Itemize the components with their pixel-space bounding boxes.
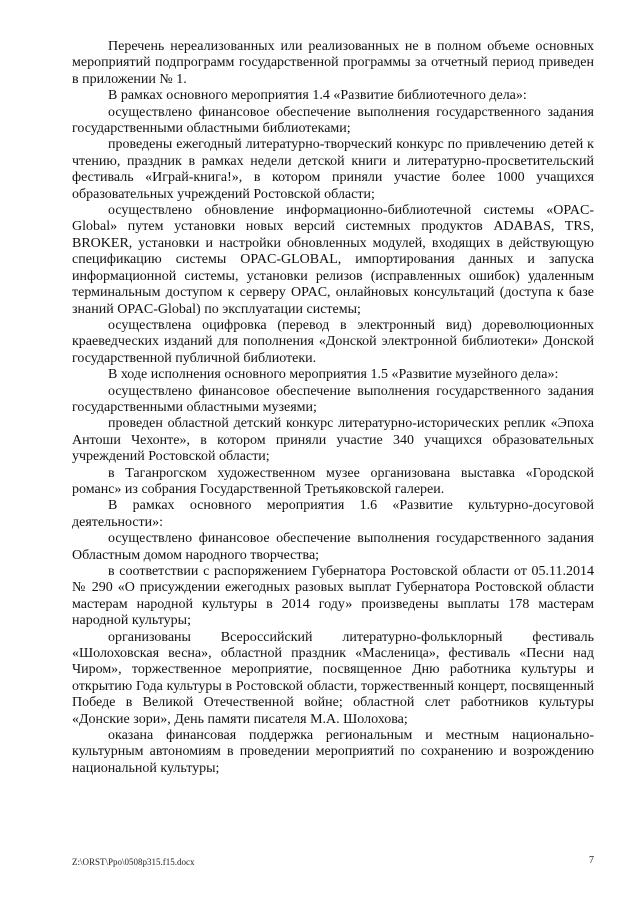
paragraph: осуществлено обновление информационно-библиотечной системы «OPAC-Global» путем установки новых версий системных продуктов ADABAS, TRS, BROKER, установки и настройки обновленных модулей, входящих в действующую спецификацию системы OPAC-GLOBAL, импортирования данных и запуска информационной системы, установки релизов (исправленных ошибок) удаленным терминальным доступом к серверу OPAC, онлайновых консультаций (доступа к базе знаний OPAC-Global) по эксплуатации системы; — [72, 203, 594, 317]
paragraph: В ходе исполнения основного мероприятия 1.5 «Развитие музейного дела»: — [108, 367, 559, 383]
paragraph: проведен областной детский конкурс литературно-исторических реплик «Эпоха Антоши Чехонте», в котором приняли участие 340 учащихся образовательных учреждений Ростовской области; — [72, 416, 594, 465]
paragraph: осуществлено финансовое обеспечение выполнения государственного задания государственными областными музеями; — [72, 383, 594, 415]
paragraph: осуществлено финансовое обеспечение выполнения государственного задания Областным домом народного творчества; — [72, 531, 594, 563]
paragraph: осуществлено финансовое обеспечение выполнения государственного задания государственными областными библиотеками; — [72, 104, 594, 137]
paragraph: оказана финансовая поддержка региональным и местным национально-культурным автономиям в проведении мероприятий по сохранению и возрождению национальной культуры; — [72, 728, 594, 776]
paragraph: осуществлена оцифровка (перевод в электронный вид) дореволюционных краеведческих изданий для пополнения «Донской электронной библиотеки» Донской государственной публичной библиотеки. — [72, 317, 594, 366]
footer-file-path: Z:\ORST\Ppo\0508p315.f15.docx — [72, 857, 195, 867]
paragraph: Перечень нереализованных или реализованных не в полном объеме основных мероприятий подпрограмм государственной программы за отчетный период приведен в приложении № 1. — [72, 39, 594, 87]
paragraph: в соответствии с распоряжением Губернатора Ростовской области от 05.11.2014 № 290 «О присуждении ежегодных разовых выплат Губернатора Ростовской области мастерам народной культуры в 2014 году» произведены выплаты 178 мастерам народной культуры; — [72, 564, 594, 629]
paragraph: В рамках основного мероприятия 1.4 «Развитие библиотечного дела»: — [108, 88, 527, 104]
paragraph: в Таганрогском художественном музее организована выставка «Городской романс» из собрания Государственной Третьяковской галереи. — [72, 465, 594, 497]
document-body — [72, 39, 594, 777]
paragraph: организованы Всероссийский литературно-фольклорный фестиваль «Шолоховская весна», областной праздник «Масленица», фестиваль «Песни над Чиром», торжественное мероприятие, посвященное Дню работника культуры и открытию Года культуры в Ростовской области, торжественный концерт, посвященный Победе в Великой Отечественной войне; областной слет работников культуры «Донские зори», День памяти писателя М.А. Шолохова; — [72, 629, 594, 727]
paragraph: В рамках основного мероприятия 1.6 «Развитие культурно-досуговой деятельности»: — [72, 498, 594, 530]
page-number: 7 — [589, 855, 594, 866]
paragraph: проведены ежегодный литературно-творческий конкурс по привлечению детей к чтению, праздник в рамках недели детской книги и литературно-просветительский фестиваль «Играй-книга!», в котором приняли участие более 1000 учащихся образовательных учреждений Ростовской области; — [72, 137, 594, 202]
